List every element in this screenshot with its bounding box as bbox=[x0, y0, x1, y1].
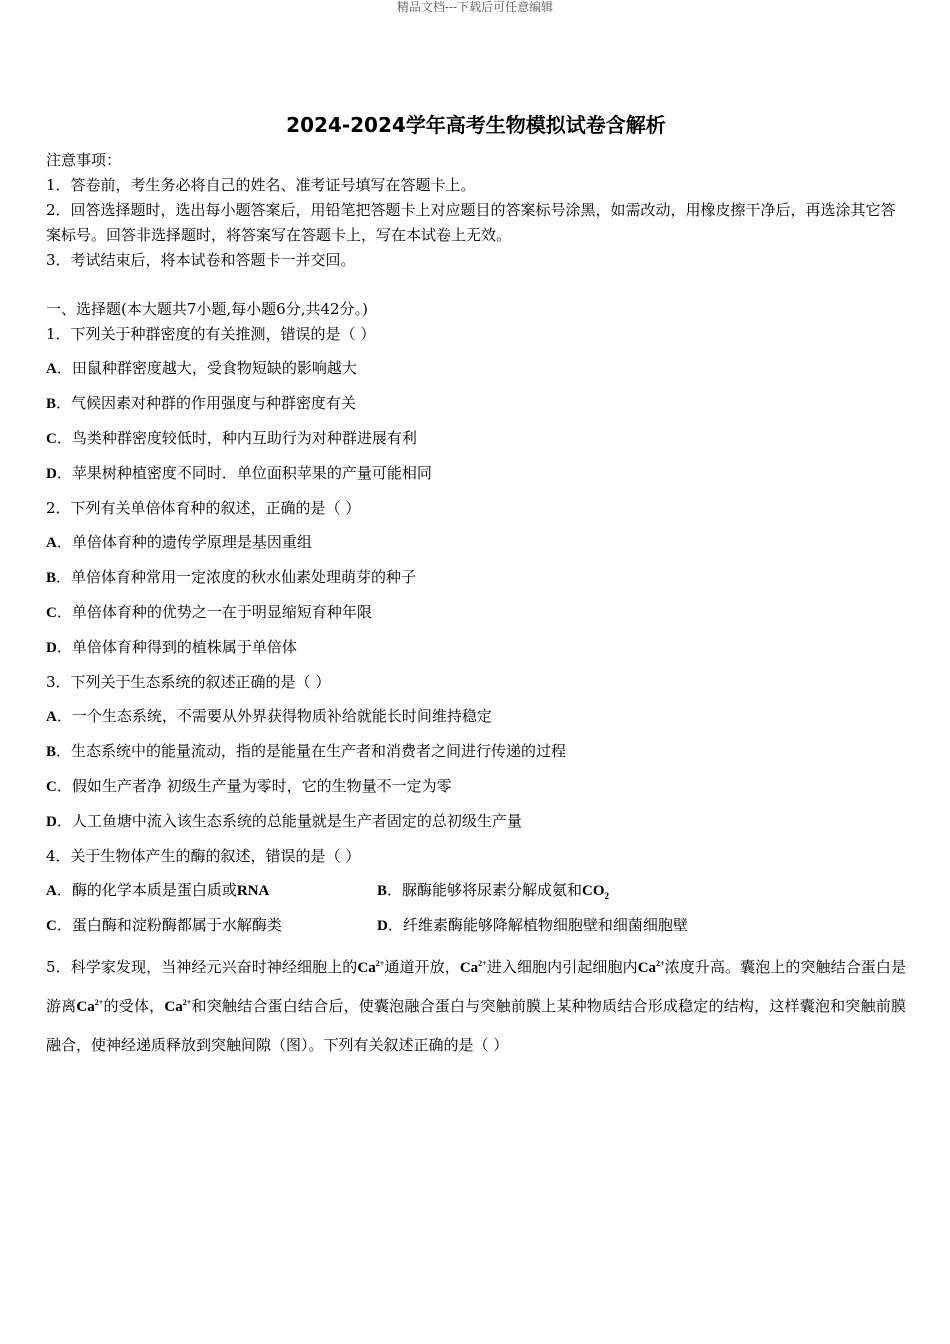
option-letter: B bbox=[377, 883, 388, 899]
option-sep: ． bbox=[56, 429, 72, 447]
option-text: 酶的化学本质是蛋白质或 bbox=[71, 881, 237, 899]
q5-part: 和突触结合蛋白结合后，使囊泡融合蛋白与突触前膜上某种物质结合形成稳定的结构，这样囊泡和突触前膜融合，使神经递质释放到突触间隙（图）。下列有关叙述正确的是（ ） bbox=[46, 997, 906, 1054]
question-1-stem: 1．下列关于种群密度的有关推测，错误的是（ ） bbox=[46, 325, 376, 343]
option-sep: ． bbox=[56, 707, 72, 725]
option-letter: D bbox=[377, 918, 388, 934]
option-text: 纤维素酶能够降解植物细胞壁和细菌细胞壁 bbox=[402, 916, 688, 934]
option-sep: ． bbox=[56, 533, 72, 551]
option-text: 苹果树种植密度不同时．单位面积苹果的产量可能相同 bbox=[71, 464, 432, 482]
question-4-option-c bbox=[46, 913, 377, 938]
calcium-symbol: Ca bbox=[357, 960, 376, 976]
option-text: 生态系统中的能量流动，指的是能量在生产者和消费者之间进行传递的过程 bbox=[71, 742, 567, 760]
option-letter: C bbox=[46, 605, 57, 621]
option-text: 一个生态系统，不需要从外界获得物质补给就能长时间维持稳定 bbox=[71, 707, 492, 725]
question-4-stem: 4．关于生物体产生的酶的叙述，错误的是（ ） bbox=[46, 847, 361, 865]
notice-item-2: 2．回答选择题时，选出每小题答案后，用铅笔把答题卡上对应题目的答案标号涂黑，如需改动，用橡皮擦干净后，再选涂其它答案标号。回答非选择题时，将答案写在答题卡上，写在本试卷上无效。 bbox=[46, 201, 896, 244]
option-sep: ． bbox=[56, 568, 72, 586]
question-1-option-d bbox=[46, 461, 906, 486]
option-text: 单倍体育种的遗传学原理是基因重组 bbox=[71, 533, 312, 551]
notice-item-3: 3．考试结束后，将本试卷和答题卡一并交回。 bbox=[46, 251, 356, 269]
option-letter: A bbox=[46, 361, 57, 377]
charge-superscript: 2+ bbox=[182, 998, 192, 1007]
question-4-option-d bbox=[377, 913, 897, 938]
option-sep: ． bbox=[56, 638, 72, 656]
option-letter: C bbox=[46, 431, 57, 447]
option-text: 脲酶能够将尿素分解成氨和 bbox=[402, 881, 583, 899]
question-3-stem: 3．下列关于生态系统的叙述正确的是（ ） bbox=[46, 673, 331, 691]
option-letter: B bbox=[46, 570, 57, 586]
option-sep: ． bbox=[56, 777, 72, 795]
option-letter: A bbox=[46, 883, 57, 899]
option-text: 气候因素对种群的作用强度与种群密度有关 bbox=[71, 394, 357, 412]
q5-part: 浓度升高。囊泡上的突触结合蛋白是游离 bbox=[46, 958, 906, 1015]
option-text: 鸟类种群密度较低时，种内互助行为对种群进展有利 bbox=[71, 429, 417, 447]
notice-heading: 注意事项： bbox=[46, 151, 122, 169]
option-text: 蛋白酶和淀粉酶都属于水解酶类 bbox=[71, 916, 282, 934]
q5-part: 通道开放， bbox=[384, 958, 460, 976]
option-letter: A bbox=[46, 709, 57, 725]
charge-superscript: 2+ bbox=[94, 998, 104, 1007]
q5-part: 5．科学家发现，当神经元兴奋时神经细胞上的 bbox=[46, 958, 358, 976]
question-2-option-b bbox=[46, 565, 906, 590]
option-text: 单倍体育种常用一定浓度的秋水仙素处理萌芽的种子 bbox=[71, 568, 417, 586]
option-sep: ． bbox=[387, 881, 403, 899]
subscript: 2 bbox=[604, 891, 610, 901]
calcium-symbol: Ca bbox=[637, 960, 657, 976]
option-text: 人工鱼塘中流入该生态系统的总能量就是生产者固定的总初级生产量 bbox=[71, 812, 522, 830]
exam-page bbox=[46, 110, 906, 1064]
question-4-row-cd bbox=[46, 913, 906, 938]
option-letter: B bbox=[46, 396, 57, 412]
option-text-latin: RNA bbox=[236, 883, 270, 899]
q5-part: 进入细胞内引起细胞内 bbox=[486, 958, 638, 976]
question-3-option-d bbox=[46, 809, 906, 834]
option-letter: D bbox=[46, 814, 57, 830]
option-sep: ． bbox=[387, 916, 403, 934]
option-sep: ． bbox=[56, 881, 72, 899]
question-1-option-c bbox=[46, 426, 906, 451]
option-letter: A bbox=[46, 535, 57, 551]
option-sep: ． bbox=[56, 812, 72, 830]
section-heading: 一、选择题(本大题共7小题,每小题6分,共42分。) bbox=[46, 300, 368, 318]
option-letter: C bbox=[46, 779, 57, 795]
option-sep: ． bbox=[56, 464, 72, 482]
option-text: 田鼠种群密度越大，受食物短缺的影响越大 bbox=[71, 359, 357, 377]
option-letter: B bbox=[46, 744, 57, 760]
question-3-option-a bbox=[46, 704, 906, 729]
question-3-option-b bbox=[46, 739, 906, 764]
question-3-option-c bbox=[46, 774, 906, 799]
charge-superscript: 2+ bbox=[375, 959, 385, 968]
option-text: 假如生产者净 初级生产量为零时，它的生物量不一定为零 bbox=[71, 777, 452, 795]
question-2-stem: 2．下列有关单倍体育种的叙述，正确的是（ ） bbox=[46, 499, 361, 517]
option-sep: ． bbox=[56, 603, 72, 621]
question-5-stem bbox=[46, 948, 906, 1064]
notice-item-1: 1．答卷前，考生务必将自己的姓名、准考证号填写在答题卡上。 bbox=[46, 176, 476, 194]
question-2-option-c bbox=[46, 600, 906, 625]
option-sep: ． bbox=[56, 394, 72, 412]
page-header-note: 精品文档---下载后可任意编辑 bbox=[396, 0, 554, 14]
option-letter: D bbox=[46, 466, 57, 482]
question-2-option-a bbox=[46, 530, 906, 555]
option-sep: ． bbox=[56, 916, 72, 934]
option-text: 单倍体育种的优势之一在于明显缩短育种年限 bbox=[71, 603, 372, 621]
option-sep: ． bbox=[56, 359, 72, 377]
calcium-symbol: Ca bbox=[76, 999, 95, 1015]
exam-title: 2024-2024学年高考生物模拟试卷含解析 bbox=[286, 113, 666, 137]
option-text: 单倍体育种得到的植株属于单倍体 bbox=[71, 638, 297, 656]
option-letter: D bbox=[46, 640, 57, 656]
question-4-option-a bbox=[46, 878, 377, 903]
question-4-option-b bbox=[377, 878, 897, 903]
charge-superscript: 2+ bbox=[478, 959, 487, 968]
option-sep: ． bbox=[56, 742, 72, 760]
spacer bbox=[46, 273, 906, 297]
question-1-option-a bbox=[46, 356, 906, 381]
question-1-option-b bbox=[46, 391, 906, 416]
calcium-symbol: Ca bbox=[164, 999, 183, 1015]
question-4-row-ab bbox=[46, 878, 906, 903]
question-2-option-d bbox=[46, 635, 906, 660]
charge-superscript: 2+ bbox=[656, 959, 665, 968]
calcium-symbol: Ca bbox=[459, 960, 479, 976]
q5-part: 的受体， bbox=[103, 997, 165, 1015]
option-letter: C bbox=[46, 918, 57, 934]
option-text-latin: CO bbox=[582, 883, 605, 899]
